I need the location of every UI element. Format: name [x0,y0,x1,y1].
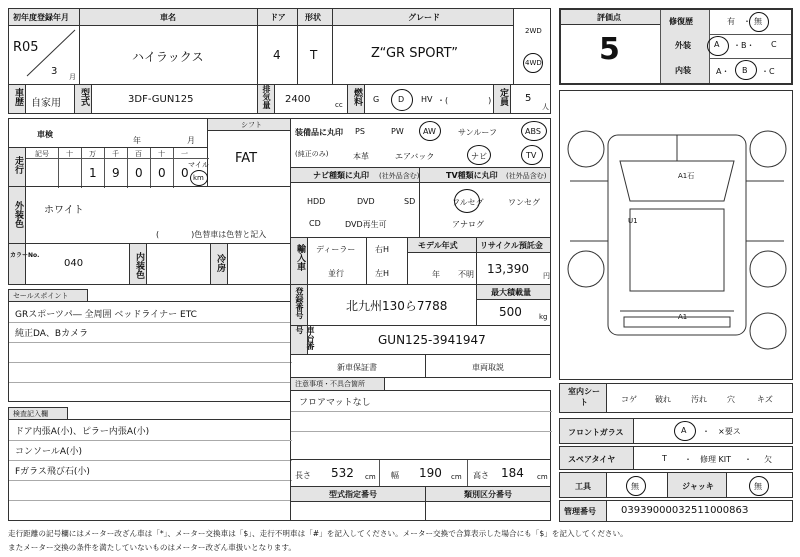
door-label: ドア [270,13,286,22]
nav-dvd: DVD [357,197,375,206]
mileage-d5: 0 [181,166,189,180]
dimensions-cell [290,459,551,487]
model-year-unknown: 不明 [458,270,474,279]
car-name-label: 車名 [160,13,176,22]
import-parallel: 並行 [328,269,344,278]
sales-line2: 純正DA、Bカメラ [15,329,89,339]
symbol-label: 記号 [35,150,49,158]
equip-pw: PW [391,127,404,136]
fuel-g: G [373,95,380,104]
equip-aw: AW [423,127,436,136]
new-car-warranty-label: 新車保証書 [337,363,377,372]
equip-ps: PS [355,127,365,136]
spare-kit: 修理 KIT [700,455,732,464]
equip-navi: ナビ [471,152,487,161]
inspection-note-3: Fガラス飛び石(小) [15,467,90,477]
management-label: 管理番号 [564,507,596,516]
drive-2wd: 2WD [525,27,542,35]
tv-fullseg: フルセグ [452,198,484,207]
recycle-cell [476,252,551,285]
jack-label: ジャッキ [682,482,714,491]
nav-sd: SD [404,197,416,206]
interior-color-header [129,243,147,285]
cooler-header [210,243,228,285]
front-glass-label: フロントガラス [568,428,624,437]
dealer-cell [307,237,367,285]
score-label: 評価点 [597,13,621,22]
mile-label: マイル [188,161,209,169]
tv-label: TV種類に丸印 [446,171,498,180]
import-right: 右H [375,245,390,254]
door-header [257,8,298,26]
car-name-cell [79,25,258,85]
tv-header [419,167,551,183]
registration-header [290,284,308,326]
registration-value: 北九州130ら7788 [346,299,448,313]
yen-unit: 円 [543,272,550,280]
notes-header [290,377,385,391]
equip-abs: ABS [525,127,541,136]
first-reg-header [8,8,80,26]
color-note: ( )色替車は色替と記入 [156,230,267,239]
capacity-label: 定員 [498,88,508,106]
inspection-cell [8,118,208,148]
displacement-value: 2400 [285,94,311,105]
vehicle-manual [425,354,551,378]
max-load-header [476,284,551,300]
model-year-header [407,237,477,253]
nav-label: ナビ種類に丸印 [313,171,369,180]
digit-h1: 万 [89,150,96,158]
equip-sunroof: サンルーフ [458,128,497,137]
management-header [559,500,607,522]
front-glass-header [559,418,634,444]
tv-cell [419,182,551,238]
drive-4wd: 4WD [525,59,542,67]
handle-cell [366,237,408,285]
drive-cell [513,8,551,85]
color-value: ホワイト [44,205,84,216]
a1-mark: A1 [678,313,688,321]
fuel-hv: HV [421,95,433,104]
capacity-header [493,84,511,114]
equipment-sub: (純正のみ) [295,150,329,158]
tools-header [559,472,607,498]
nav-cell [290,182,420,238]
shape-value: T [310,48,318,62]
car-diagram [559,90,793,380]
chassis-label: 車台番号 [295,326,315,350]
grade-header [332,8,514,26]
color-header [8,186,26,244]
shape-cell [297,25,333,85]
model-cell [91,84,258,114]
seat-scratch: キズ [757,395,773,404]
digit-h0: 十 [66,150,73,158]
category-header [425,486,551,502]
first-reg-month: 3 [51,66,58,77]
first-reg-month-unit: 月 [69,73,76,81]
notes-value: フロアマットなし [299,398,371,408]
equip-airbag: エアバック [395,152,435,161]
model-header [74,84,92,114]
inspection-notes-label: 検査記入欄 [13,410,48,418]
shape-label: 形状 [305,13,321,22]
sales-line1: GRスポーツパ― 全周囲 ベッドライナー ETC [15,310,197,320]
interior-b: B [742,66,748,75]
history-label: 車歴 [13,88,23,106]
digit-h4: 十 [158,150,165,158]
nav-sub: (社外品含む) [379,172,420,180]
interior-label: 内装 [675,66,691,75]
interior-color-cell [146,243,211,285]
recycle-header [476,237,551,253]
seat-burn: コゲ [621,395,637,404]
capacity-unit: 人 [542,103,549,111]
inspection-note-1: ドア内張A(小)、ピラー内張A(小) [15,427,150,437]
nav-header [290,167,420,183]
registration-cell [307,284,477,326]
interior-a: A・ [716,67,730,76]
equip-leather: 本革 [353,152,369,161]
front-mark: A1石 [678,172,695,180]
colorno-cell [25,243,130,285]
first-reg-label: 初年度登録年月 [13,13,69,22]
jack-cell [726,472,793,498]
history-value: 自家用 [31,98,61,109]
equipment-label: 装備品に丸印 [295,128,343,137]
length-unit: cm [365,473,376,481]
import-label: 輸入車 [295,244,305,271]
interior-color-label: 内装色 [134,252,144,279]
tools-label: 工具 [575,482,591,491]
rating-box [559,8,793,85]
repair-dot: ・ [743,17,751,26]
model-year-label: モデル年式 [418,241,458,250]
model-code: 3DF-GUN125 [128,94,194,105]
mileage-d4: 0 [158,166,166,180]
registration-label: 登録番号 [295,287,304,319]
displacement-cell [274,84,348,114]
cooler-cell [227,243,291,285]
recycle-label: リサイクル預託金 [480,241,543,250]
spare-dot2: ・ [744,455,752,464]
exterior-header [661,34,709,59]
inspection-month-unit: 月 [187,136,195,145]
digit-h3: 百 [135,150,142,158]
spare-header [559,446,634,470]
mileage-grid [25,147,208,187]
fuel-cell [364,84,494,114]
exterior-label: 外装 [675,41,691,50]
kg-unit: kg [539,313,548,321]
digit-h5: 一 [181,150,188,158]
color-cell [25,186,291,244]
chassis-header [290,325,315,355]
interior-c: ・C [761,67,775,76]
front-glass-rest: ・ ×要ス [702,427,741,436]
digit-h2: 千 [112,150,119,158]
import-left: 左H [375,269,390,278]
equipment-cell [290,118,551,168]
tools-value: 無 [631,482,639,491]
type-designation-label: 型式指定番号 [329,490,377,499]
displacement-header [257,84,275,114]
inspection-label: 車検 [37,130,53,139]
sales-cell [8,301,291,402]
spare-t: T [662,454,667,463]
displacement-label: 排気量 [262,85,271,109]
color-label: 外装色 [13,201,23,228]
repair-no: 無 [754,17,762,26]
width-label: 幅 [391,471,399,480]
height-unit: cm [537,473,548,481]
import-header [290,237,308,285]
recycle-value: 13,390 [487,262,529,276]
mileage-header [8,147,26,187]
equip-tv: TV [526,151,537,160]
shape-header [297,8,333,26]
height-value: 184 [501,466,524,480]
type-designation-cell [290,501,426,521]
max-load-label: 最大積載量 [491,288,531,297]
type-designation-header [290,486,426,502]
spare-dot1: ・ [684,455,692,464]
cc-unit: cc [335,101,343,109]
repair-header [661,10,709,35]
category-label: 類別区分番号 [464,490,512,499]
vehicle-manual-label: 車両取説 [472,363,504,372]
model-year-year: 年 [432,270,440,279]
management-cell [606,500,793,522]
exterior-b: ・B・ [733,41,755,50]
model-year-cell [407,252,477,285]
inspection-note-2: コンソールA(小) [15,447,82,457]
repair-label: 修復歴 [669,17,693,26]
doors-value: 4 [273,48,281,62]
seat-tear: 破れ [655,395,671,404]
front-glass-a: A [681,426,687,435]
sales-label: セールスポイント [13,292,69,300]
repair-yes: 有 [727,17,735,26]
new-car-warranty [290,354,426,378]
shift-value: FAT [235,151,258,166]
first-reg-year: R05 [13,40,39,55]
length-label: 長さ [295,471,311,480]
seat-hole: 穴 [727,395,735,404]
seat-header [559,383,607,413]
exterior-c: C [771,40,777,49]
mileage-d2: 9 [112,166,120,180]
width-value: 190 [419,466,442,480]
capacity-cell [510,84,551,114]
doors-cell [257,25,298,85]
fuel-header [347,84,365,114]
grade-label: グレード [408,13,440,22]
footer-line1: 走行距離の記号欄にはメーター改ざん車は「*」、メーター交換車は「$」、走行不明車は「#」を記入してください。メーター交換で合算表示した場合にも「$」を記入してください。 [8,529,628,538]
max-load-value: 500 [499,305,522,319]
category-cell [425,501,551,521]
jack-header [667,472,727,498]
seat-stain: 汚れ [691,395,707,404]
management-value: 0393900003251100086З [621,505,749,516]
length-value: 532 [331,466,354,480]
shift-label: シフト [241,121,262,129]
score-value: 5 [599,32,620,67]
spare-none: 欠 [764,455,772,464]
shift-cell [207,130,291,187]
colorno-header [8,243,40,285]
colorno-value: 040 [64,258,84,269]
tv-analog: アナログ [452,220,484,229]
inspection-year-unit: 年 [133,136,141,145]
colorno-label: カラーNo. [10,252,40,259]
fuel-d: D [398,95,405,104]
import-dealer: ディーラー [316,245,356,254]
height-label: 高さ [473,471,489,480]
mileage-label: 走行 [13,156,23,174]
km-label: km [193,174,204,182]
nav-dvd-play: DVD再生可 [345,220,387,229]
chassis-cell [307,325,551,355]
nav-hdd: HDD [307,197,326,206]
grade-cell [332,25,514,85]
spare-cell [633,446,793,470]
u1-mark: U1 [628,217,638,225]
first-reg-cell [8,25,80,85]
score-header [561,10,660,25]
car-name: ハイラックス [132,50,204,64]
notes-cell [290,390,551,460]
max-load-cell [476,299,551,326]
front-glass-cell [633,418,793,444]
inspection-notes-cell [8,419,291,521]
seat-label: 室内シート [568,387,600,407]
car-name-header [79,8,258,26]
chassis-value: GUN125-3941947 [378,333,486,347]
jack-value: 無 [754,482,762,491]
fuel-paren: ・( ) [437,96,492,105]
fuel-label: 燃料 [352,88,362,106]
mileage-d1: 1 [89,166,97,180]
footer-line2: またメーター交換の条件を満たしていないものはメーター改ざん車扱いとなります。 [8,543,296,552]
notes-label: 注意事項・不具合箇所 [295,380,365,388]
nav-cd: CD [309,219,321,228]
car-outline [560,91,794,381]
spare-label: スペアタイヤ [568,455,616,464]
model-label: 型式 [79,88,89,106]
width-unit: cm [451,473,462,481]
exterior-a: A [714,40,720,49]
mileage-d3: 0 [135,166,143,180]
grade-value: Z“GR SPORT” [371,46,458,61]
tv-oneseg: ワンセグ [508,198,540,207]
capacity-value: 5 [525,93,532,104]
history-header [8,84,26,114]
interior-header [661,58,709,83]
tools-cell [606,472,668,498]
tv-sub: (社外品含む) [506,172,547,180]
history-cell [25,84,75,114]
cooler-label: 冷房 [215,254,225,272]
seat-cell [606,383,793,413]
